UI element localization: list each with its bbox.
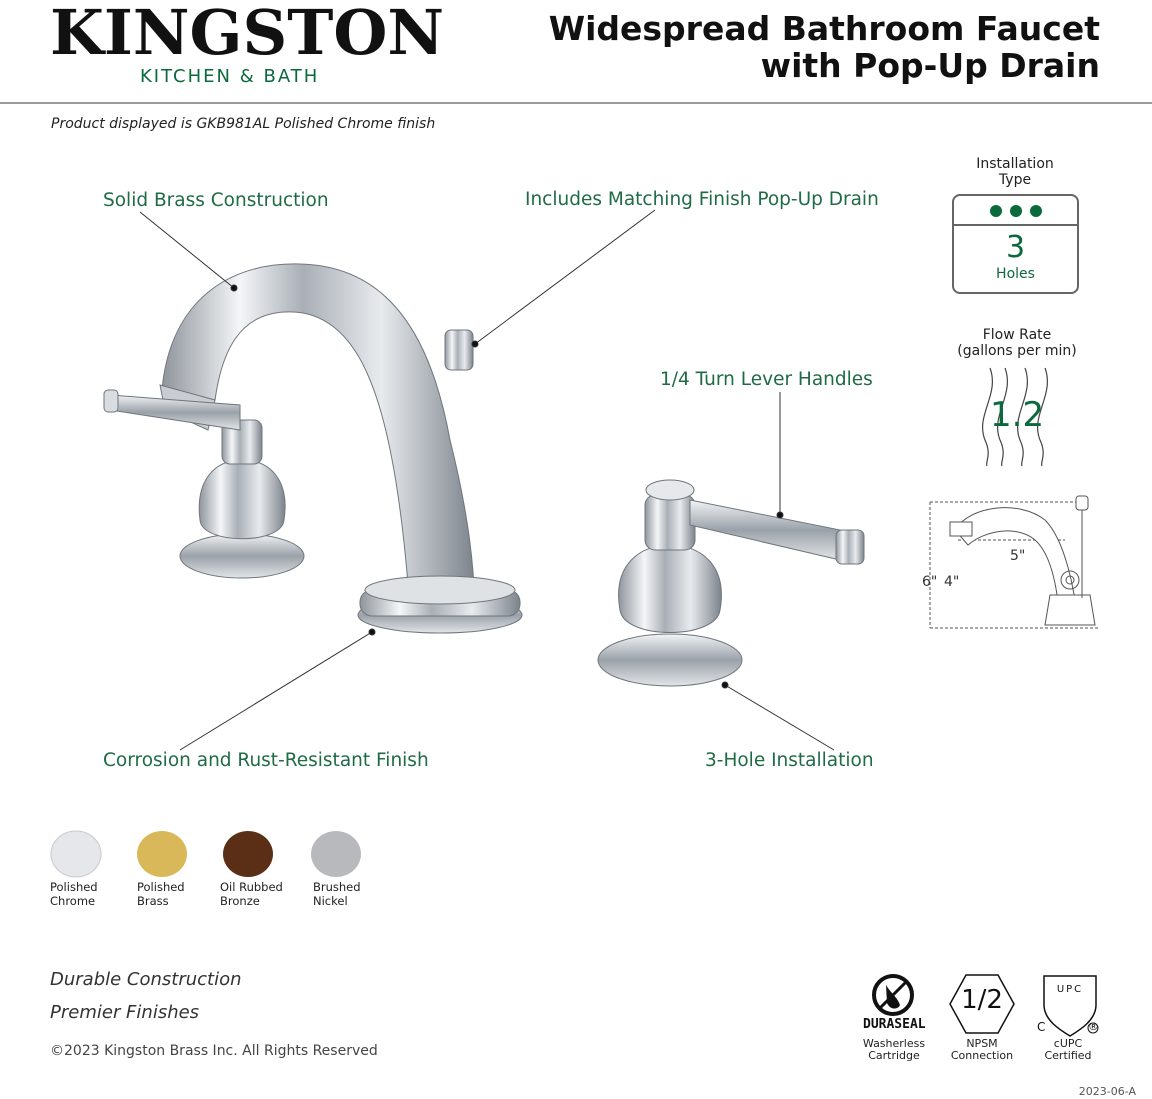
display-note: Product displayed is GKB981AL Polished Chrome finish xyxy=(51,116,436,132)
duraseal-label-line-1: Washerless xyxy=(862,1037,926,1050)
swatch-polished-brass[interactable] xyxy=(137,831,187,877)
installation-type-label xyxy=(955,156,1075,188)
npsm-label-line-2: Connection xyxy=(950,1049,1014,1062)
title-line-2: with Pop-Up Drain xyxy=(760,46,1100,85)
flow-label-line-2: (gallons per min) xyxy=(957,343,1077,359)
installation-label-line-1: Installation xyxy=(976,156,1054,172)
finish-label-line-1: Oil Rubbed xyxy=(220,880,283,894)
upc-mark: UPC xyxy=(1056,984,1084,995)
upc-c-mark: C xyxy=(1037,1020,1046,1034)
swatch-polished-chrome[interactable] xyxy=(51,831,101,877)
finish-label-bronze xyxy=(220,880,283,908)
duraseal-mark: DURASEAL xyxy=(863,1017,926,1032)
flow-label-line-1: Flow Rate xyxy=(982,327,1052,343)
callout-three-hole: 3-Hole Installation xyxy=(705,750,874,771)
version-code: 2023-06-A xyxy=(1078,1085,1136,1098)
dimension-height-total: 6" xyxy=(922,574,938,590)
callout-lever-handles: 1/4 Turn Lever Handles xyxy=(660,369,873,390)
finish-label-line-2: Brass xyxy=(137,894,169,908)
holes-unit: Holes xyxy=(996,266,1035,282)
upc-label xyxy=(1034,1038,1102,1062)
copyright-text: 2023 Kingston Brass Inc. All Rights Reserved xyxy=(64,1043,378,1059)
installation-holes-badge xyxy=(952,194,1079,294)
finish-label-brass xyxy=(137,880,185,908)
installation-label-line-2: Type xyxy=(998,172,1032,188)
right-handle xyxy=(598,480,864,686)
npsm-label xyxy=(946,1038,1018,1062)
left-handle xyxy=(104,390,304,578)
callout-solid-brass: Solid Brass Construction xyxy=(103,190,329,211)
npsm-mark: 1/2 xyxy=(961,985,1003,1015)
upc-r-mark: ® xyxy=(1088,1020,1099,1033)
brand-logo: KINGSTON xyxy=(50,0,445,69)
finish-label-line-2: Nickel xyxy=(313,894,348,908)
title-line-1: Widespread Bathroom Faucet xyxy=(548,9,1100,48)
spout xyxy=(160,264,522,633)
sink-deck-bar xyxy=(954,196,1077,226)
upc-label-line-1: cUPC xyxy=(1053,1037,1083,1050)
upc-label-line-2: Certified xyxy=(1044,1049,1092,1062)
finish-label-nickel xyxy=(313,880,361,908)
duraseal-label-line-2: Cartridge xyxy=(868,1049,920,1062)
finish-label-chrome xyxy=(50,880,98,908)
feature-finishes: Premier Finishes xyxy=(50,1002,200,1023)
flow-rate-label xyxy=(950,327,1084,359)
hole-dot-icon xyxy=(1030,205,1042,217)
finish-label-line-1: Brushed xyxy=(313,880,361,894)
callout-pop-up-drain: Includes Matching Finish Pop-Up Drain xyxy=(525,189,879,210)
finish-label-line-1: Polished xyxy=(50,880,98,894)
finish-label-line-2: Bronze xyxy=(220,894,260,908)
npsm-label-line-1: NPSM xyxy=(966,1037,998,1050)
swatch-brushed-nickel[interactable] xyxy=(311,831,361,877)
holes-count: 3 xyxy=(1005,230,1026,265)
feature-durable: Durable Construction xyxy=(50,969,242,990)
callout-corrosion: Corrosion and Rust-Resistant Finish xyxy=(103,750,429,771)
finish-swatches xyxy=(51,831,361,877)
swatch-oil-rubbed-bronze[interactable] xyxy=(223,831,273,877)
hole-dot-icon xyxy=(990,205,1002,217)
copyright xyxy=(50,1043,378,1059)
copyright-icon: © xyxy=(50,1043,64,1059)
flow-rate-value: 1.2 xyxy=(990,395,1045,435)
dimension-spout-height: 4" xyxy=(944,574,960,590)
dimension-reach: 5" xyxy=(1010,548,1026,564)
finish-label-line-1: Polished xyxy=(137,880,185,894)
finish-label-line-2: Chrome xyxy=(50,894,96,908)
hole-dot-icon xyxy=(1010,205,1022,217)
duraseal-icon xyxy=(874,976,912,1014)
brand-subtitle: KITCHEN & BATH xyxy=(140,66,320,87)
duraseal-label xyxy=(858,1038,930,1062)
